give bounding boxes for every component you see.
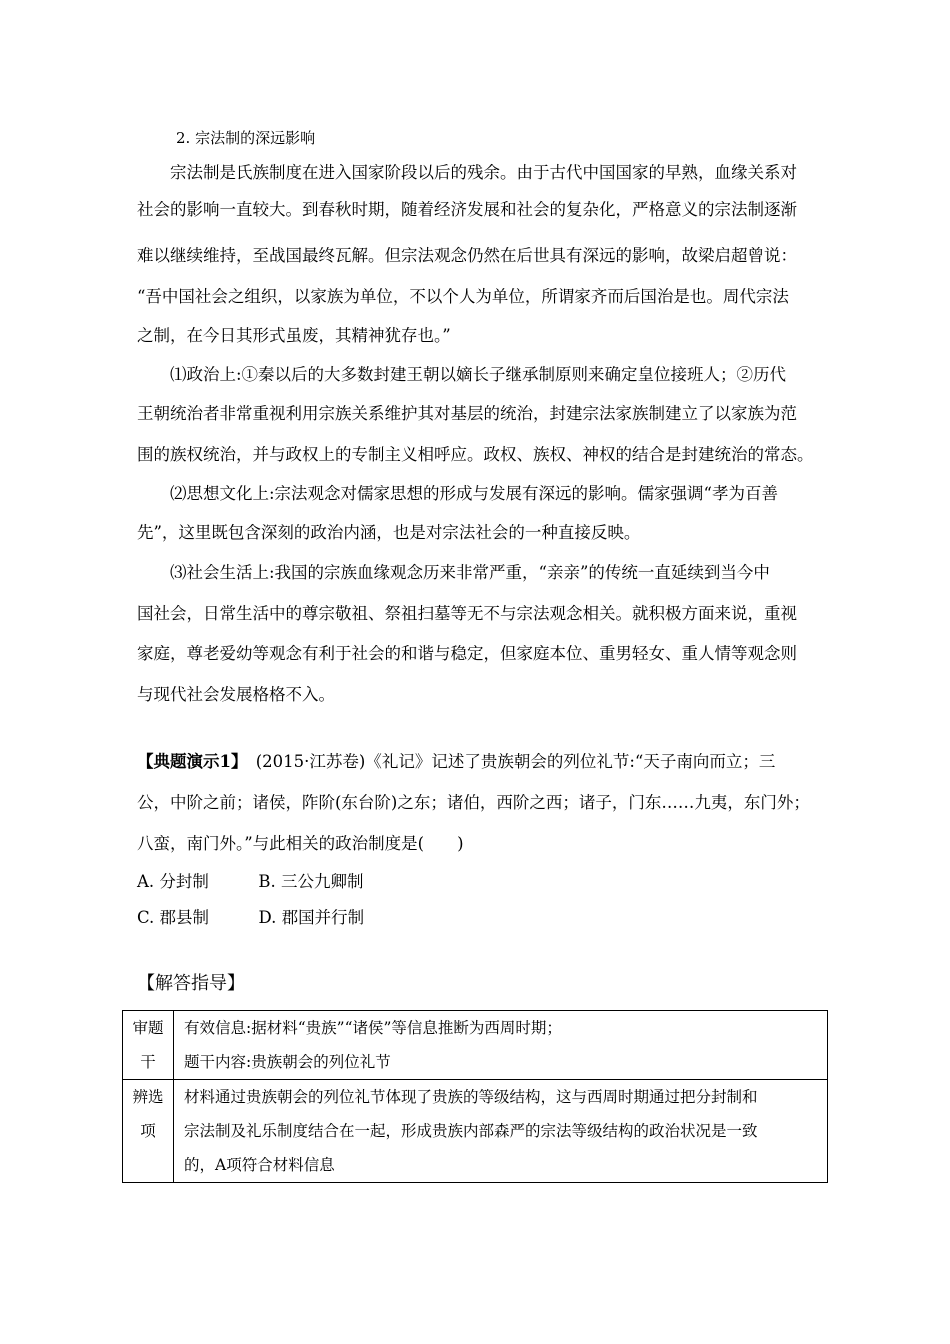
paragraph-line: “吾中国社会之组织，以家族为单位，不以个人为单位，所谓家齐而后国治是也。周代宗法 bbox=[137, 287, 789, 306]
row-content-line: 的，A项符合材料信息 bbox=[184, 1156, 335, 1174]
guide-title: 【解答指导】 bbox=[137, 973, 245, 994]
row-label-line: 辨选 bbox=[132, 1088, 164, 1106]
paragraph-line: 社会的影响一直较大。到春秋时期，随着经济发展和社会的复杂化，严格意义的宗法制逐渐 bbox=[137, 200, 797, 219]
paragraph-line: ⑵思想文化上:宗法观念对儒家思想的形成与发展有深远的影响。儒家强调“孝为百善 bbox=[137, 484, 778, 503]
paragraph-line: 王朝统治者非常重视利用宗族关系维护其对基层的统治，封建宗法家族制建立了以家族为范 bbox=[137, 404, 797, 423]
example-question-line: 公，中阶之前；诸侯，阼阶(东台阶)之东；诸伯，西阶之西；诸子，门东……九夷，东门外； bbox=[137, 793, 810, 812]
row-content-line: 题干内容:贵族朝会的列位礼节 bbox=[184, 1053, 391, 1071]
row-label-line: 项 bbox=[140, 1122, 156, 1140]
example-question-line bbox=[137, 752, 827, 772]
paragraph-line: 先”，这里既包含深刻的政治内涵，也是对宗法社会的一种直接反映。 bbox=[137, 523, 641, 542]
row-content bbox=[174, 1080, 828, 1183]
example-question-line: 八蛮，南门外。”与此相关的政治制度是( ) bbox=[137, 834, 464, 853]
paragraph-line: 国社会，日常生活中的尊宗敬祖、祭祖扫墓等无不与宗法观念相关。就积极方面来说，重视 bbox=[137, 604, 797, 623]
answer-options-row: C. 郡县制 D. 郡国并行制 bbox=[137, 908, 365, 927]
example-tag: 【典题演示1】 bbox=[137, 752, 240, 771]
table-row bbox=[123, 1011, 828, 1080]
answer-options-row: A. 分封制 B. 三公九卿制 bbox=[137, 872, 364, 891]
paragraph-line: 与现代社会发展格格不入。 bbox=[137, 685, 335, 704]
paragraph-line: 围的族权统治，并与政权上的专制主义相呼应。政权、族权、神权的结合是封建统治的常态。 bbox=[137, 445, 814, 464]
row-label bbox=[123, 1080, 174, 1183]
example-question-text: (2015·江苏卷)《礼记》记述了贵族朝会的列位礼节:“天子南向而立；三 bbox=[239, 752, 776, 771]
guide-table bbox=[122, 1010, 828, 1183]
table-row bbox=[123, 1080, 828, 1183]
row-content-line: 宗法制及礼乐制度结合在一起，形成贵族内部森严的宗法等级结构的政治状况是一致 bbox=[184, 1122, 758, 1140]
paragraph-line: ⑴政治上:①秦以后的大多数封建王朝以嫡长子继承制原则来确定皇位接班人；②历代 bbox=[137, 365, 787, 384]
paragraph-line: 家庭，尊老爱幼等观念有利于社会的和谐与稳定，但家庭本位、重男轻女、重人情等观念则 bbox=[137, 644, 797, 663]
paragraph-line: ⑶社会生活上:我国的宗族血缘观念历来非常严重，“亲亲”的传统一直延续到当今中 bbox=[137, 563, 770, 582]
paragraph-line: 宗法制是氏族制度在进入国家阶段以后的残余。由于古代中国国家的早熟，血缘关系对 bbox=[137, 163, 797, 182]
section-heading: 2. 宗法制的深远影响 bbox=[176, 129, 316, 147]
row-label-line: 审题 bbox=[132, 1019, 164, 1037]
paragraph-line: 之制，在今日其形式虽废，其精神犹存也。” bbox=[137, 326, 451, 345]
row-label-line: 干 bbox=[140, 1053, 156, 1071]
row-content-line: 有效信息:据材料“贵族”“诸侯”等信息推断为西周时期； bbox=[184, 1019, 562, 1037]
row-label bbox=[123, 1011, 174, 1080]
paragraph-line: 难以继续维持，至战国最终瓦解。但宗法观念仍然在后世具有深远的影响，故梁启超曾说： bbox=[137, 246, 797, 265]
row-content-line: 材料通过贵族朝会的列位礼节体现了贵族的等级结构，这与西周时期通过把分封制和 bbox=[184, 1088, 758, 1106]
row-content bbox=[174, 1011, 828, 1080]
